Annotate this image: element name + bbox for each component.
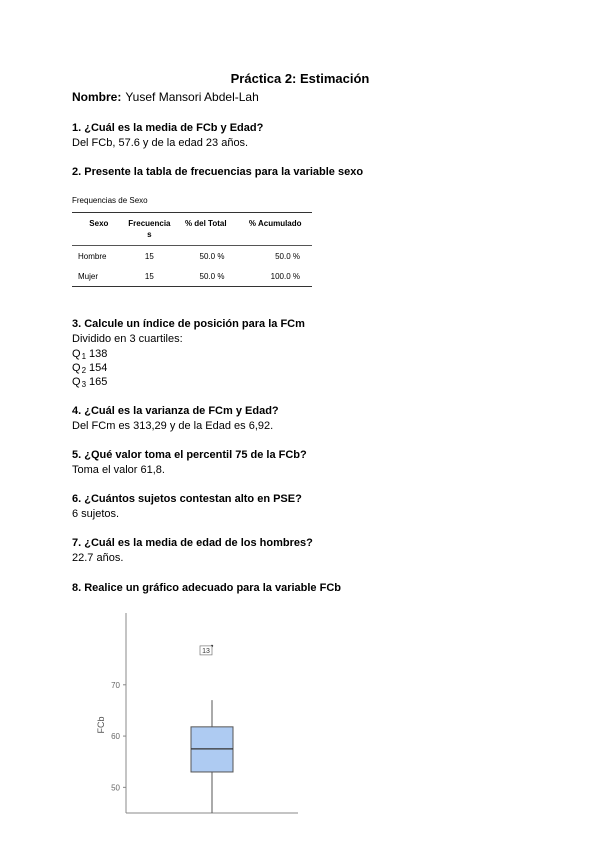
question-2: 2. Presente la tabla de frecuencias para la variable sexo (72, 166, 364, 178)
table-row (72, 266, 312, 287)
answer-6: 6 sujetos. (72, 508, 120, 520)
table-caption: Frequencias de Sexo (72, 196, 148, 205)
name-label: Nombre: (72, 90, 122, 104)
question-1: 1. ¿Cuál es la media de FCb y Edad? (72, 122, 264, 134)
answer-5: Toma el valor 61,8. (72, 464, 165, 476)
header-frecuencias: Frecuencias (126, 213, 173, 246)
y-axis-label: FCb (96, 716, 106, 734)
header-sexo: Sexo (72, 213, 126, 246)
question-8: 8. Realice un gráfico adecuado para la variable FCb (72, 582, 341, 594)
outlier-label: 13 (202, 647, 210, 655)
quartile-3: $Q_3$ 165 (72, 376, 108, 389)
student-name (72, 90, 259, 104)
answer-7: 22.7 años. (72, 552, 124, 564)
table-cell: 50.0 % (275, 252, 300, 261)
answer-4: Del FCm es 313,29 y de la Edad es 6,92. (72, 420, 274, 432)
table-cell: 50.0 % (199, 252, 225, 261)
table-cell: Hombre (78, 252, 107, 261)
question-7: 7. ¿Cuál es la media de edad de los hombres? (72, 537, 313, 549)
y-tick-label: 70 (111, 680, 120, 690)
table-cell: Mujer (78, 272, 99, 281)
fcb-boxplot (90, 605, 310, 820)
quartile-2: $Q_2$ 154 (72, 362, 108, 375)
page-title: Práctica 2: Estimación (230, 71, 370, 86)
answer-3: Dividido en 3 cuartiles: (72, 333, 183, 345)
frequency-table (72, 196, 314, 287)
quartile-1: $Q_1$ 138 (72, 348, 108, 361)
question-4: 4. ¿Cuál es la varianza de FCm y Edad? (72, 405, 279, 417)
table-row (72, 246, 312, 267)
answer-1: Del FCb, 57.6 y de la edad 23 años. (72, 137, 249, 149)
table-cell: 50.0 % (199, 272, 225, 281)
y-tick-label: 50 (111, 783, 120, 793)
question-6: 6. ¿Cuántos sujetos contestan alto en PSE? (72, 493, 302, 505)
name-value: Yusef Mansori Abdel-Lah (125, 90, 259, 104)
header-pct-acumulado: % Acumulado (238, 213, 312, 246)
table-cell: 15 (144, 252, 154, 261)
question-3: 3. Calcule un índice de posición para la FCm (72, 318, 305, 330)
y-tick-label: 60 (111, 732, 120, 742)
table-cell: 15 (144, 272, 154, 281)
question-5: 5. ¿Qué valor toma el percentil 75 de la FCb? (72, 449, 307, 461)
header-pct-total: % del Total (173, 213, 238, 246)
table-cell: 100.0 % (270, 272, 300, 281)
